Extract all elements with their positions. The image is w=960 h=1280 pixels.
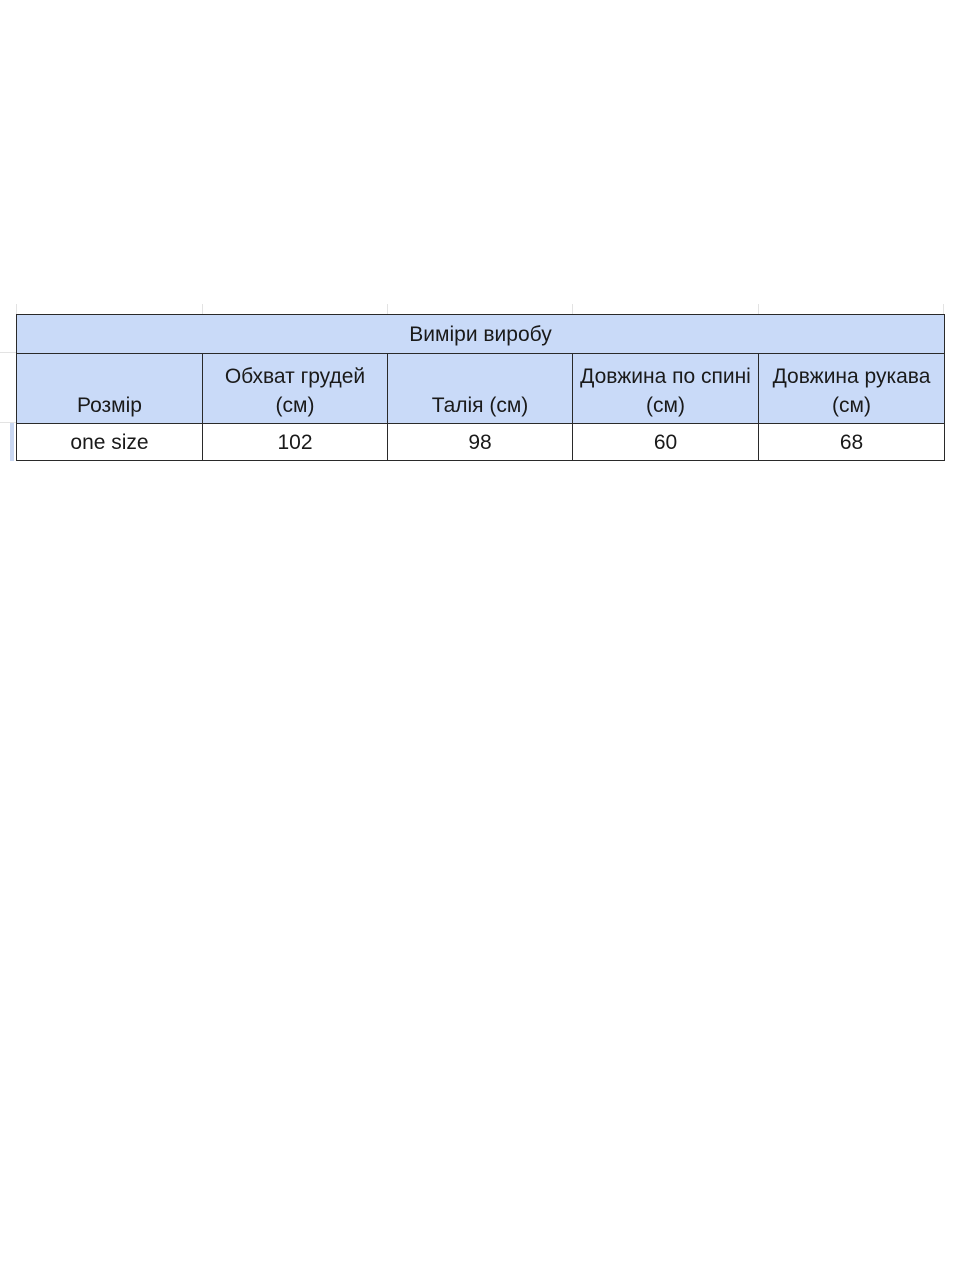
table-row	[17, 424, 945, 461]
header-back-length[interactable]: Довжина по спині (см)	[573, 354, 759, 424]
cell-waist[interactable]: 98	[388, 424, 573, 461]
header-chest[interactable]: Обхват грудей (см)	[203, 354, 388, 424]
cell-back-length[interactable]: 60	[573, 424, 759, 461]
header-sleeve-length[interactable]: Довжина рукава (см)	[759, 354, 945, 424]
table-header-row	[17, 354, 945, 424]
header-waist[interactable]: Талія (см)	[388, 354, 573, 424]
measurements-table	[16, 314, 945, 461]
spreadsheet-area	[0, 300, 960, 470]
cell-sleeve-length[interactable]: 68	[759, 424, 945, 461]
header-size[interactable]: Розмір	[17, 354, 203, 424]
cell-size[interactable]: one size	[17, 424, 203, 461]
gridline	[0, 352, 16, 353]
table-title-row	[17, 315, 945, 354]
cell-chest[interactable]: 102	[203, 424, 388, 461]
table-title[interactable]: Виміри виробу	[17, 315, 945, 354]
row-selection-marker	[10, 423, 14, 461]
